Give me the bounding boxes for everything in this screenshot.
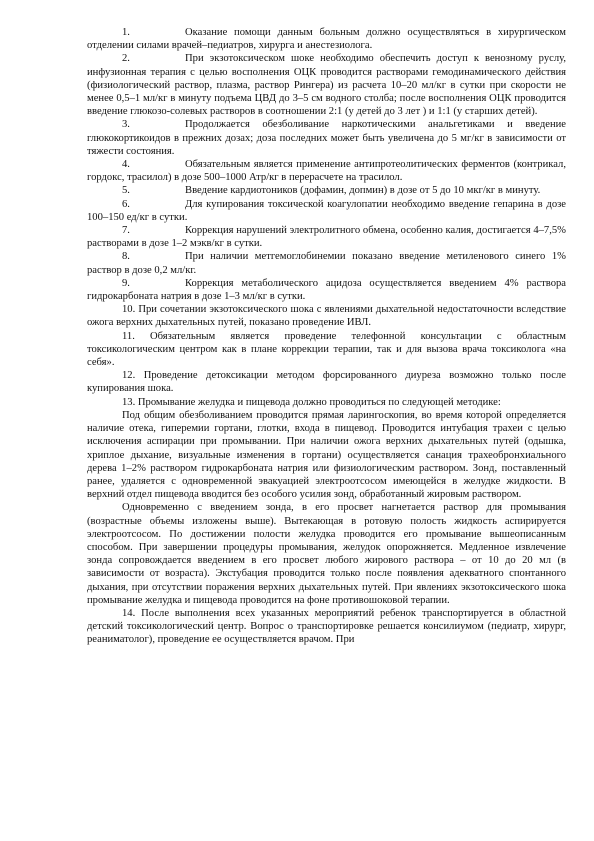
list-item-7 xyxy=(87,224,566,250)
paragraph-13: 13. Промывание желудка и пищевода должно проводиться по следующей методике: xyxy=(122,396,501,408)
item-number: 6. xyxy=(122,198,130,210)
paragraph-lavage-method: Под общим обезболиванием проводится прямая ларингоскопия, во время которой определяется наличие отека, гиперемии гортани, глотки, входа в пищевод. Проводится интубация трахеи с целью исключения аспирации при промывании. При наличии ожога верхних дыхательных путей (одышка, хриплое дыхание, визуальные изменения в гортани) осуществляется санация трахеобронхиального дерева 1–2% раствором гидрокарбоната натрия или физиологическим раствором. Зонд, поставленный ранее, удаляется с одновременной эвакуацией электроотсосом имеющейся в желудке жидкости. В верхний отдел пищевода вводится без особого усилия зонд, обработанный жировым раствором. xyxy=(87,409,566,501)
item-text: Коррекция нарушений электролитного обмена, особенно калия, достигается 4–7,5% растворами в дозе 1–2 мэкв/кг в сутки. xyxy=(87,225,566,250)
list-item-5 xyxy=(87,184,566,197)
item-text: Коррекция метаболического ацидоза осуществляется введением 4% раствора гидрокарбоната натрия в дозе 1–3 мл/кг в сутки. xyxy=(87,277,566,303)
item-text: При наличии метгемоглобинемии показано введение метиленового синего 1% раствор в дозе 0,2 мл/кг. xyxy=(87,251,566,276)
list-item-6 xyxy=(87,198,566,224)
item-number: 7. xyxy=(122,225,130,237)
item-number: 3. xyxy=(122,119,130,131)
item-text: Введение кардиотоников (дофамин, допмин) в дозе от 5 до 10 мкг/кг в минуту. xyxy=(185,185,541,197)
list-item-8 xyxy=(87,250,566,276)
item-text: Для купирования токсической коагулопатии необходимо введение гепарина в дозе 100–150 ед/кг в сутки. xyxy=(87,198,566,223)
item-text: Обязательным является применение антипротеолитических ферментов (контрикал, гордокс, трасилол) в дозе 500–1000 Атр/кг в перерасчете на трасилол. xyxy=(87,159,566,184)
paragraph-11: 11. Обязательным является проведение телефонной консультации с областным токсикологическим центром как в плане коррекции терапии, так и для вызова врача токсиколога «на себя». xyxy=(87,330,566,369)
paragraph-10: 10. При сочетании экзотоксического шока с явлениями дыхательной недостаточности вследствие ожога верхних дыхательных путей, показано проведение ИВЛ. xyxy=(87,304,566,329)
paragraph-12: 12. Проведение детоксикации методом форсированного диуреза возможно только после купирования шока. xyxy=(87,370,566,395)
item-text: Оказание помощи данным больным должно осуществляться в хирургическом отделении силами врачей–педиатров, хирурга и анестезиолога. xyxy=(87,27,566,52)
list-item-9 xyxy=(87,277,566,303)
item-number: 8. xyxy=(122,251,130,263)
item-number: 1. xyxy=(122,27,130,38)
list-item-1 xyxy=(87,26,566,52)
item-number: 9. xyxy=(122,277,130,289)
list-item-4 xyxy=(87,158,566,184)
list-item-2 xyxy=(87,52,566,118)
list-item-3 xyxy=(87,118,566,158)
item-text: Продолжается обезболивание наркотическими анальгетиками и введение глюкокортикоидов в прежних дозах; доза последних может быть увеличена до 5 мг/кг в зависимости от тяжести состояния. xyxy=(87,119,566,157)
paragraph-14: 14. После выполнения всех указанных мероприятий ребенок транспортируется в областной детский токсикологический центр. Вопрос о транспортировке решается консилиумом (педиатр, хирург, реаниматолог), проведение ее осуществляется врачом. При xyxy=(87,607,566,646)
paragraph-lavage-procedure: Одновременно с введением зонда, в его просвет нагнетается раствор для промывания (возрастные объемы изложены выше). Вытекающая в ротовую полость жидкость аспирируется электроотсосом. По достижении полости желудка проводится его промывание вышеописанным способом. При завершении процедуры промывания, желудок опорожняется. Медленное извлечение зонда сопровождается введением в его просвет любого жирового раствора – от 10 до 20 мл (в зависимости от возраста). Экстубация проводится только после появления адекватного спонтанного дыхания, при отсутствии поражения верхних дыхательных путей. При явлениях экзотоксического шока промывание желудка и пищевода проводится на фоне противошоковой терапии. xyxy=(87,502,566,606)
item-number: 5. xyxy=(122,185,130,197)
item-number: 2. xyxy=(122,53,130,65)
item-number: 4. xyxy=(122,159,130,171)
item-text: При экзотоксическом шоке необходимо обеспечить доступ к венозному руслу, инфузионная терапия с целью восполнения ОЦК проводится растворами гемодинамического действия (физиологический раствор, плазма, раствор Рингера) из расчета 10–20 мл/кг в сутки при скорости не менее 0,5–1 мл/кг в минуту подъема ЦВД до 3–5 см водного столба; после восполнения ОЦК проводится введение глюкозо-солевых растворов в соотношении 2:1 (у детей до 3 лет ) и 1:1 (у старших детей). xyxy=(87,53,566,118)
